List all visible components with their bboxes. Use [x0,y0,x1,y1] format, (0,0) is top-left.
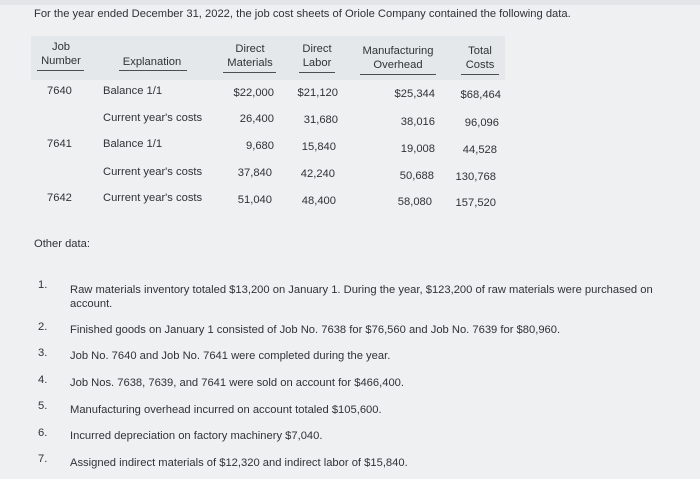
list-item: Manufacturing overhead incurred on account totaled $105,600. [70,404,382,416]
header-underline [299,72,335,73]
list-item-number: 2. [38,321,48,333]
list-item: Job Nos. 7638, 7639, and 7641 were sold on account for $466,400. [70,377,405,389]
table-row-explanation: Balance 1/1 [103,138,163,150]
intro-text: For the year ended December 31, 2022, the job cost sheets of Oriole Company contained the following data. [34,8,571,20]
table-row-job: 7642 [47,192,72,204]
header-job-line1: Job [51,41,71,53]
list-item: Assigned indirect materials of $12,320 and indirect labor of $15,840. [70,457,408,469]
header-underline [37,70,84,71]
table-row-direct-materials: 37,840 [237,167,272,179]
header-underline [461,74,499,75]
table-row-direct-materials: 26,400 [239,113,274,125]
header-direct-materials [220,42,280,70]
table-row-total: 157,520 [455,197,496,209]
table-row-overhead: $25,344 [394,88,435,100]
header-total-costs [457,44,503,72]
header-dm-line2: Materials [227,57,273,69]
table-row-total: 44,528 [462,144,497,156]
header-total-line2: Costs [465,59,495,71]
list-item-number: 3. [38,347,48,359]
list-item-number: 5. [38,400,48,412]
table-row-job: 7640 [47,85,72,97]
header-moh-line2: Overhead [373,59,423,71]
header-underline [360,74,436,75]
table-row-overhead: 50,688 [399,170,434,182]
table-row-explanation: Current year's costs [103,112,203,124]
header-manufacturing-overhead [355,44,441,72]
table-row-direct-labor: 42,240 [300,168,335,180]
list-item: Job No. 7640 and Job No. 7641 were completed during the year. [70,350,391,362]
table-row-total: 130,768 [455,171,496,183]
header-moh-line1: Manufacturing [362,45,434,57]
table-row-direct-labor: 48,400 [301,195,336,207]
header-explanation-text: Explanation [122,56,182,68]
table-row-total: $68,464 [460,89,501,101]
header-direct-labor [293,42,341,70]
header-dm-line1: Direct [235,43,265,55]
header-job-number [36,40,86,68]
table-row-direct-labor: 31,680 [303,114,338,126]
list-item: Finished goods on January 1 consisted of Job No. 7638 for $76,560 and Job No. 7639 for $80,960. [70,324,561,336]
table-row-direct-labor: $21,120 [297,87,338,99]
other-data-label: Other data: [34,238,90,250]
header-dl-line1: Direct [302,43,332,55]
table-row-direct-materials: $22,000 [233,87,274,99]
table-row-direct-materials: 51,040 [237,194,272,206]
list-item: Raw materials inventory totaled $13,200 on January 1. During the year, $123,200 of raw materials were purchased on account. [70,284,653,310]
table-row-overhead: 19,008 [400,143,435,155]
list-item-number: 1. [38,279,48,291]
table-row-overhead: 58,080 [397,196,432,208]
header-explanation [112,55,192,69]
header-job-line2: Number [41,55,81,67]
table-row-explanation: Current year's costs [103,166,203,178]
list-item-number: 7. [38,453,48,465]
table-row-direct-materials: 9,680 [246,140,274,152]
table-row-job: 7641 [47,138,72,150]
list-item-number: 6. [38,427,48,439]
list-item: Incurred depreciation on factory machinery $7,040. [70,430,323,442]
table-row-overhead: 38,016 [400,116,435,128]
header-total-line1: Total [468,45,492,57]
header-underline [223,72,276,73]
list-item-number: 4. [38,374,48,386]
table-row-explanation: Current year's costs [103,192,203,204]
top-edge-bar [0,0,700,5]
header-underline [119,70,187,71]
header-dl-line2: Labor [302,57,332,69]
table-row-total: 96,096 [464,117,499,129]
table-row-explanation: Balance 1/1 [103,85,163,97]
table-row-direct-labor: 15,840 [301,141,336,153]
